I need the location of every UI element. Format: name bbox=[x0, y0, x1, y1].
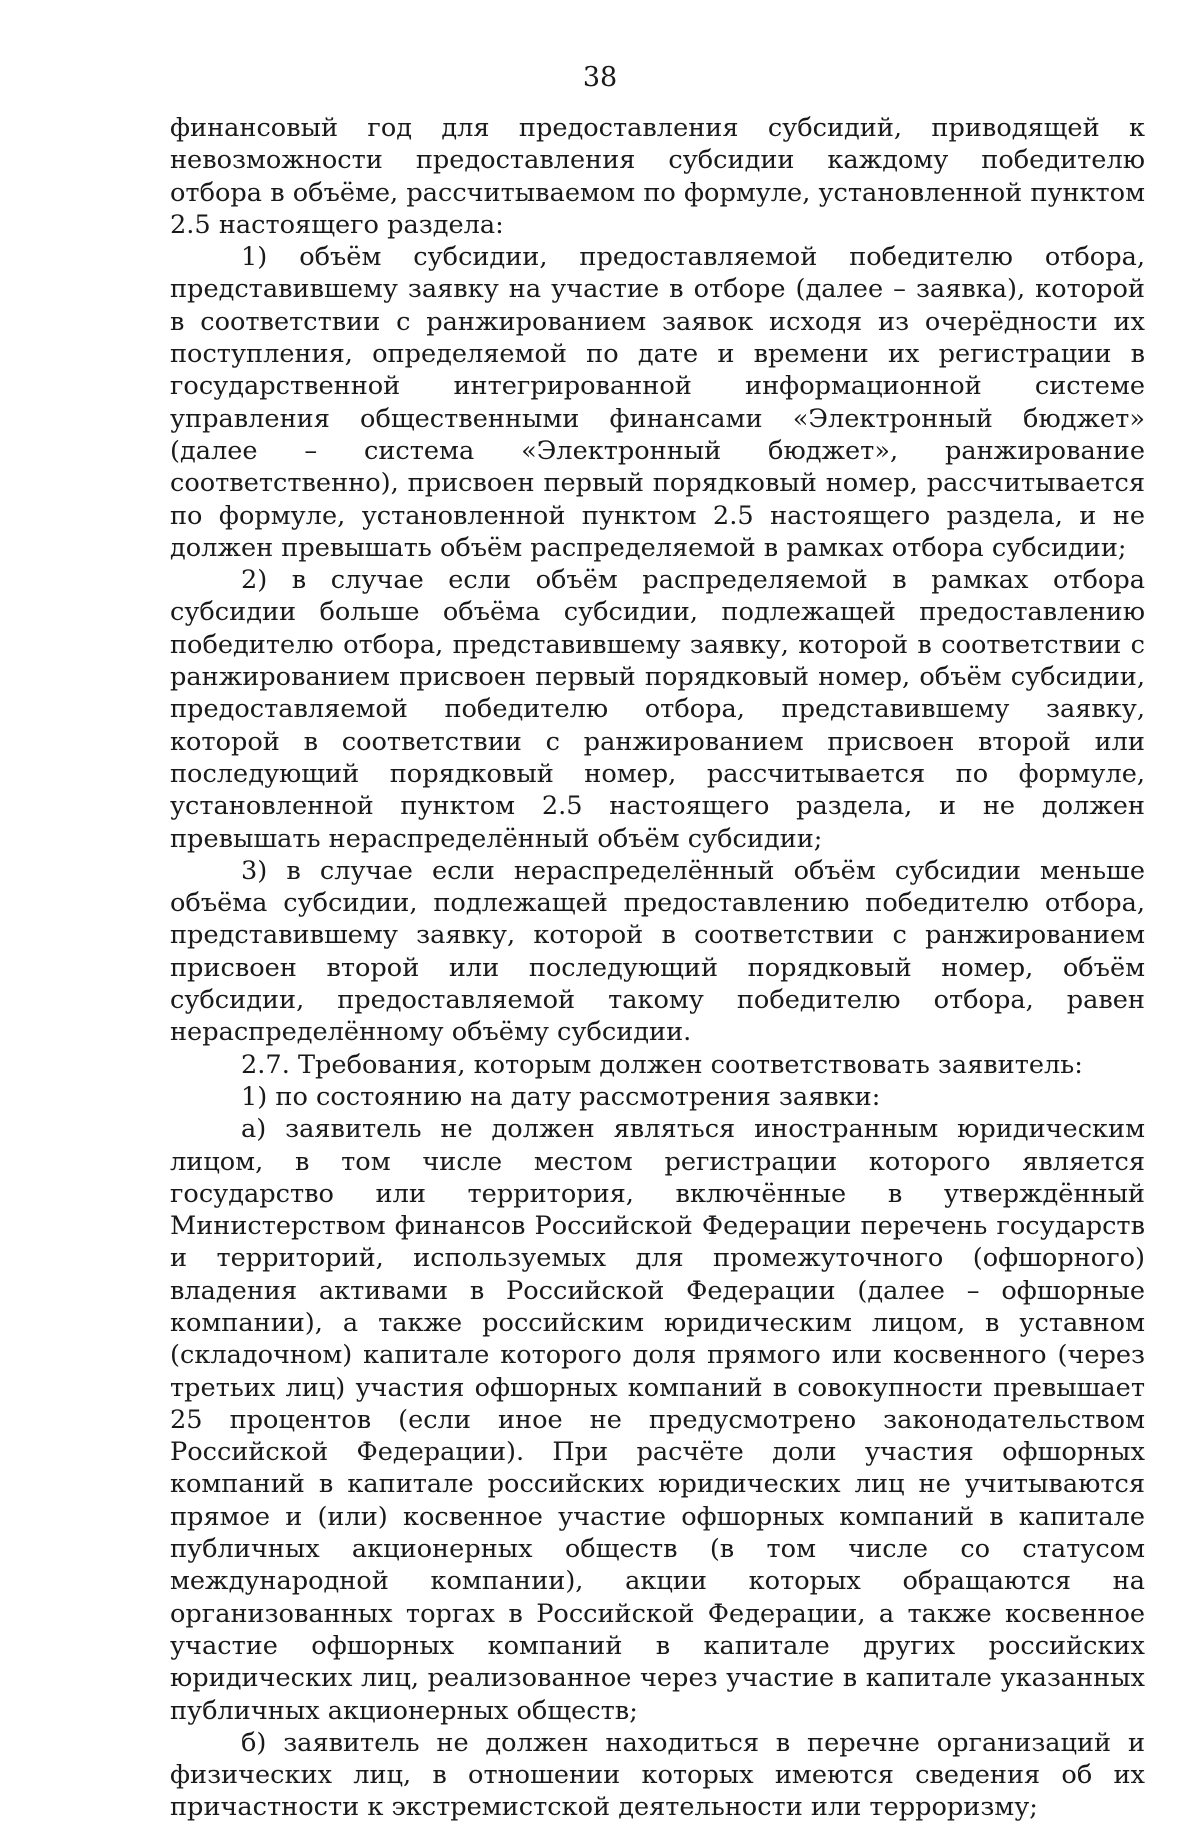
paragraph-item-2: 2) в случае если объём распределяемой в рамках отбора субсидии больше объёма субсидии, подлежащей предоставлению победителю отбора, представившему заявку, которой в соответствии с ранжированием присвоен первый порядковый номер, объём субсидии, предоставляемой победителю отбора, представившему заявку, которой в соответствии с ранжированием присвоен второй или последующий порядковый номер, рассчитывается по формуле, установленной пунктом 2.5 настоящего раздела, и не должен превышать нераспределённый объём субсидии; bbox=[170, 565, 1145, 854]
paragraph-subitem-b: б) заявитель не должен находиться в перечне организаций и физических лиц, в отношении которых имеются сведения об их причастности к экстремистской деятельности или терроризму; bbox=[170, 1727, 1145, 1823]
paragraph-subitem-1: 1) по состоянию на дату рассмотрения заявки: bbox=[241, 1081, 881, 1112]
paragraph-continuation: финансовый год для предоставления субсидий, приводящей к невозможности предоставления субсидии каждому победителю отбора в объёме, рассчитываемом по формуле, установленной пунктом 2.5 настоящего раздела: bbox=[170, 113, 1145, 240]
section-heading-2-7: 2.7. Требования, которым должен соответствовать заявитель: bbox=[241, 1049, 1083, 1080]
paragraph-subitem-a: а) заявитель не должен являться иностранным юридическим лицом, в том числе местом регистрации которого является государство или территория, включённые в утверждённый Министерством финансов Российской Федерации перечень государств и территорий, используемых для промежуточного (офшорного) владения активами в Российской Федерации (далее – офшорные компании), а также российским юридическим лицом, в уставном (складочном) капитале которого доля прямого или косвенного (через третьих лиц) участия офшорных компаний в совокупности превышает 25 процентов (если иное не предусмотрено законодательством Российской Федерации). При расчёте доли участия офшорных компаний в капитале российских юридических лиц не учитываются прямое и (или) косвенное участие офшорных компаний в капитале публичных акционерных обществ (в том числе со статусом международной компании), акции которых обращаются на организованных торгах в Российской Федерации, а также косвенное участие офшорных компаний в капитале других российских юридических лиц, реализованное через участие в капитале указанных публичных акционерных обществ; bbox=[170, 1114, 1145, 1726]
document-body bbox=[170, 112, 1145, 1824]
paragraph-item-1: 1) объём субсидии, предоставляемой победителю отбора, представившему заявку на участие в отборе (далее – заявка), которой в соответствии с ранжированием заявок исходя из очерёдности их поступления, определяемой по дате и времени их регистрации в государственной интегрированной информационной системе управления общественными финансами «Электронный бюджет» (далее – система «Электронный бюджет», ранжирование соответственно), присвоен первый порядковый номер, рассчитывается по формуле, установленной пунктом 2.5 настоящего раздела, и не должен превышать объём распределяемой в рамках отбора субсидии; bbox=[170, 242, 1145, 563]
page-number: 38 bbox=[582, 62, 618, 93]
paragraph-item-3: 3) в случае если нераспределённый объём субсидии меньше объёма субсидии, подлежащей предоставлению победителю отбора, представившему заявку, которой в соответствии с ранжированием присвоен второй или последующий порядковый номер, объём субсидии, предоставляемой такому победителю отбора, равен нераспределённому объёму субсидии. bbox=[170, 855, 1145, 1048]
